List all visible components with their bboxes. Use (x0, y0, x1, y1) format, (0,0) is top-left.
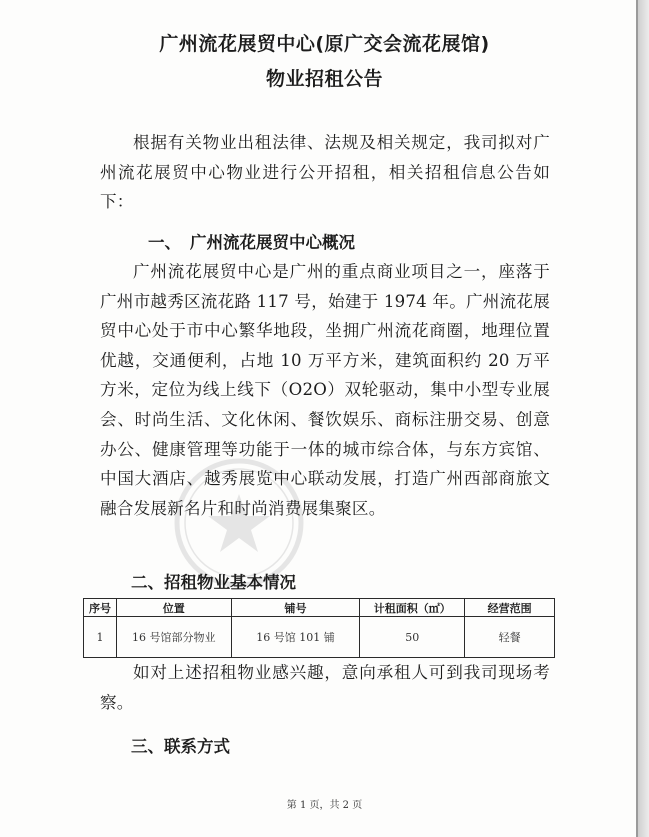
header-business-scope: 经营范围 (465, 599, 555, 617)
header-shop-number: 铺号 (231, 599, 360, 617)
cell-index: 1 (84, 617, 117, 658)
header-area: 计租面积（㎡） (360, 599, 465, 617)
cell-location: 16 号馆部分物业 (116, 617, 231, 658)
section1-number: 一、 (148, 233, 181, 252)
header-index: 序号 (84, 599, 117, 617)
table-header-row (84, 599, 555, 617)
page-edge-shadow (638, 0, 649, 837)
table-row (84, 617, 555, 658)
document-title-line2: 物业招租公告 (265, 68, 383, 90)
section1-body: 广州流花展贸中心是广州的重点商业项目之一，座落于广州市越秀区流花路 117 号，始建于 1974 年。广州流花展贸中心处于市中心繁华地段，坐拥广州流花商圈，地理位置优越，交通便利，占地 10 万平方米，建筑面积约 20 万平方米，定位为线上线下（O2O）双轮驱动，集中小型专业展会、时尚生活、文化休闲、餐饮娱乐、商标注册交易、创意办公、健康管理等功能于一体的城市综合体，与东方宾馆、中国大酒店、越秀展览中心联动发展，打造广州西部商旅文融合发展新名片和时尚消费展集聚区。 (100, 262, 550, 518)
section1-heading (148, 229, 355, 253)
intro-paragraph: 根据有关物业出租法律、法规及相关规定，我司拟对广州流花展贸中心物业进行公开招租，相关招租信息公告如下： (100, 133, 550, 212)
cell-shop-number: 16 号馆 101 铺 (231, 617, 360, 658)
rental-property-table (83, 598, 555, 658)
cell-area: 50 (360, 617, 465, 658)
header-location: 位置 (116, 599, 231, 617)
inspection-note: 如对上述招租物业感兴趣，意向承租人可到我司现场考察。 (100, 663, 550, 712)
cell-business-scope: 轻餐 (465, 617, 555, 658)
section1-title: 广州流花展贸中心概况 (190, 233, 355, 252)
document-title-line1: 广州流花展贸中心(原广交会流花展馆) (159, 33, 490, 55)
section2-heading: 二、招租物业基本情况 (131, 573, 296, 592)
section3-heading: 三、联系方式 (131, 737, 230, 756)
page-footer: 第 1 页，共 2 页 (286, 800, 363, 811)
